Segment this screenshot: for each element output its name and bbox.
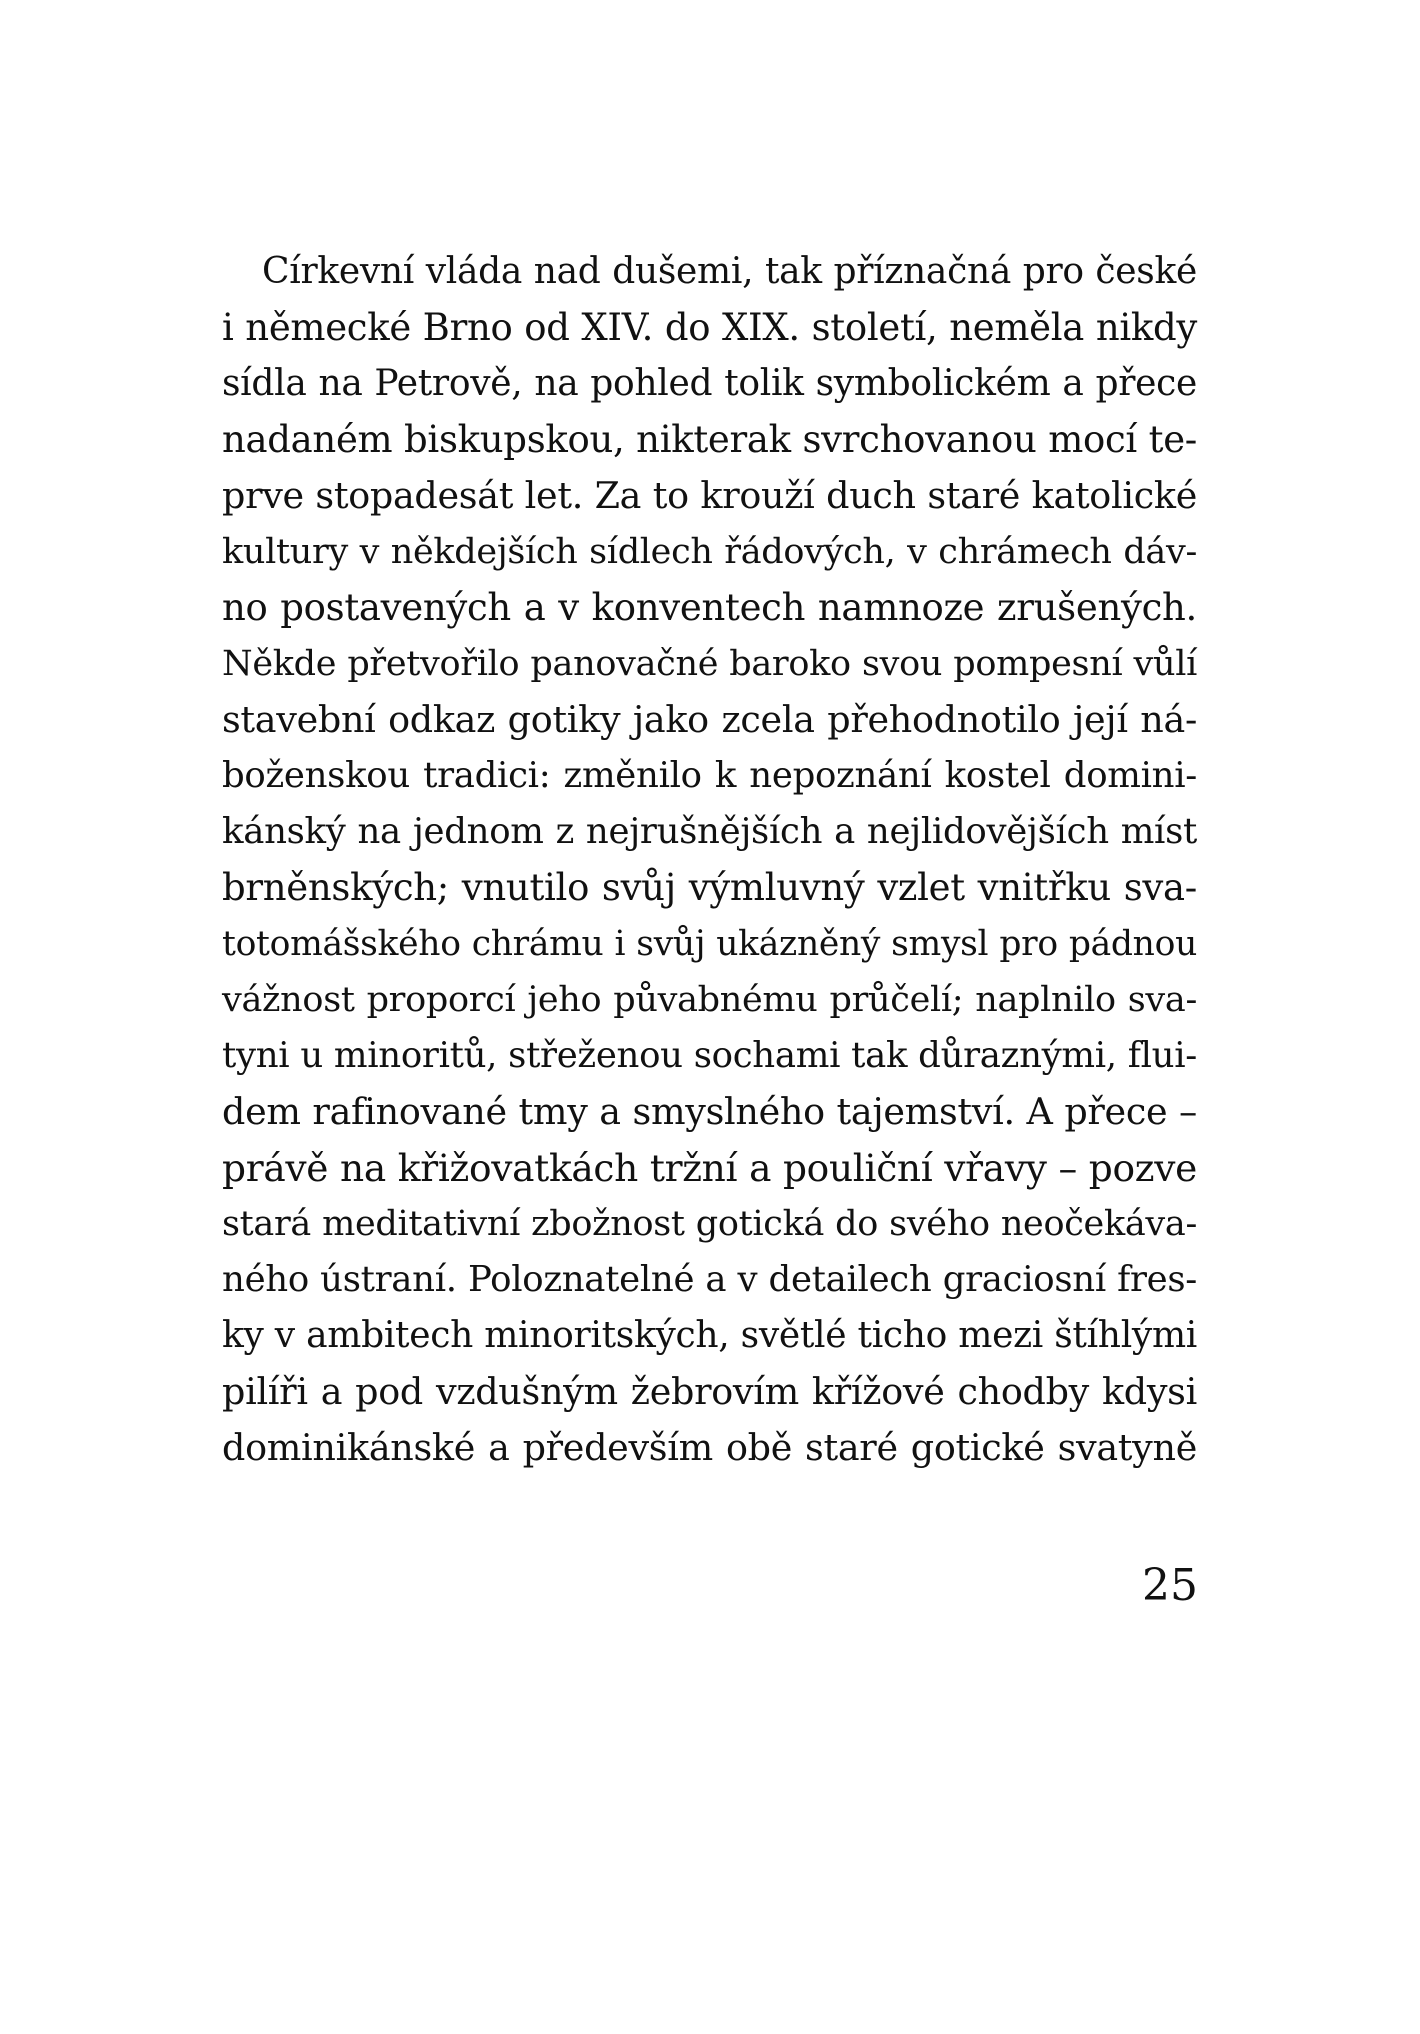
- text-line: kultury v někdejších sídlech řádových, v chrámech dáv-: [222, 532, 1197, 572]
- text-line: boženskou tradici: změnilo k nepoznání kostel domini-: [222, 755, 1197, 796]
- text-line: vážnost proporcí jeho půvabnému průčelí; naplnilo sva-: [222, 980, 1197, 1020]
- text-line: Někde přetvořilo panovačné baroko svou pompesní vůlí: [222, 644, 1197, 684]
- page-number: 25: [1142, 1560, 1198, 1611]
- text-line: nadaném biskupskou, nikterak svrchovanou mocí te-: [222, 418, 1197, 461]
- text-line: sídla na Petrově, na pohled tolik symbolickém a přece: [222, 363, 1197, 404]
- text-line: i německé Brno od XIV. do XIX. století, neměla nikdy: [222, 306, 1197, 349]
- text-line: právě na křižovatkách tržní a pouliční vřavy – pozve: [222, 1146, 1197, 1190]
- text-line: brněnských; vnutilo svůj výmluvný vzlet vnitřku sva-: [222, 866, 1197, 909]
- text-line: totomášského chrámu i svůj ukázněný smysl pro pádnou: [222, 924, 1197, 964]
- text-line: ky v ambitech minoritských, světlé ticho mezi štíhlými: [222, 1315, 1197, 1356]
- text-line: ného ústraní. Poloznatelné a v detailech graciosní fres-: [222, 1259, 1197, 1300]
- text-line: Církevní vláda nad dušemi, tak příznačná pro české: [262, 251, 1197, 292]
- text-line: tyni u minoritů, střeženou sochami tak důraznými, flui-: [222, 1035, 1197, 1076]
- text-line: no postavených a v konventech namnoze zrušených.: [222, 586, 1197, 629]
- text-line: prve stopadesát let. Za to krouží duch staré katolické: [222, 474, 1197, 517]
- body-text: [222, 244, 1197, 1476]
- text-line: pilíři a pod vzdušným žebrovím křížové chodby kdysi: [222, 1370, 1197, 1413]
- text-line: dominikánské a především obě staré gotické svatyně: [222, 1426, 1197, 1469]
- text-line: kánský na jednom z nejrušnějších a nejlidovějších míst: [222, 811, 1197, 852]
- text-line: stará meditativní zbožnost gotická do svého neočekáva-: [222, 1204, 1197, 1244]
- text-line: stavební odkaz gotiky jako zcela přehodnotilo její ná-: [222, 698, 1197, 741]
- text-line: dem rafinované tmy a smyslného tajemství. A přece –: [222, 1090, 1197, 1133]
